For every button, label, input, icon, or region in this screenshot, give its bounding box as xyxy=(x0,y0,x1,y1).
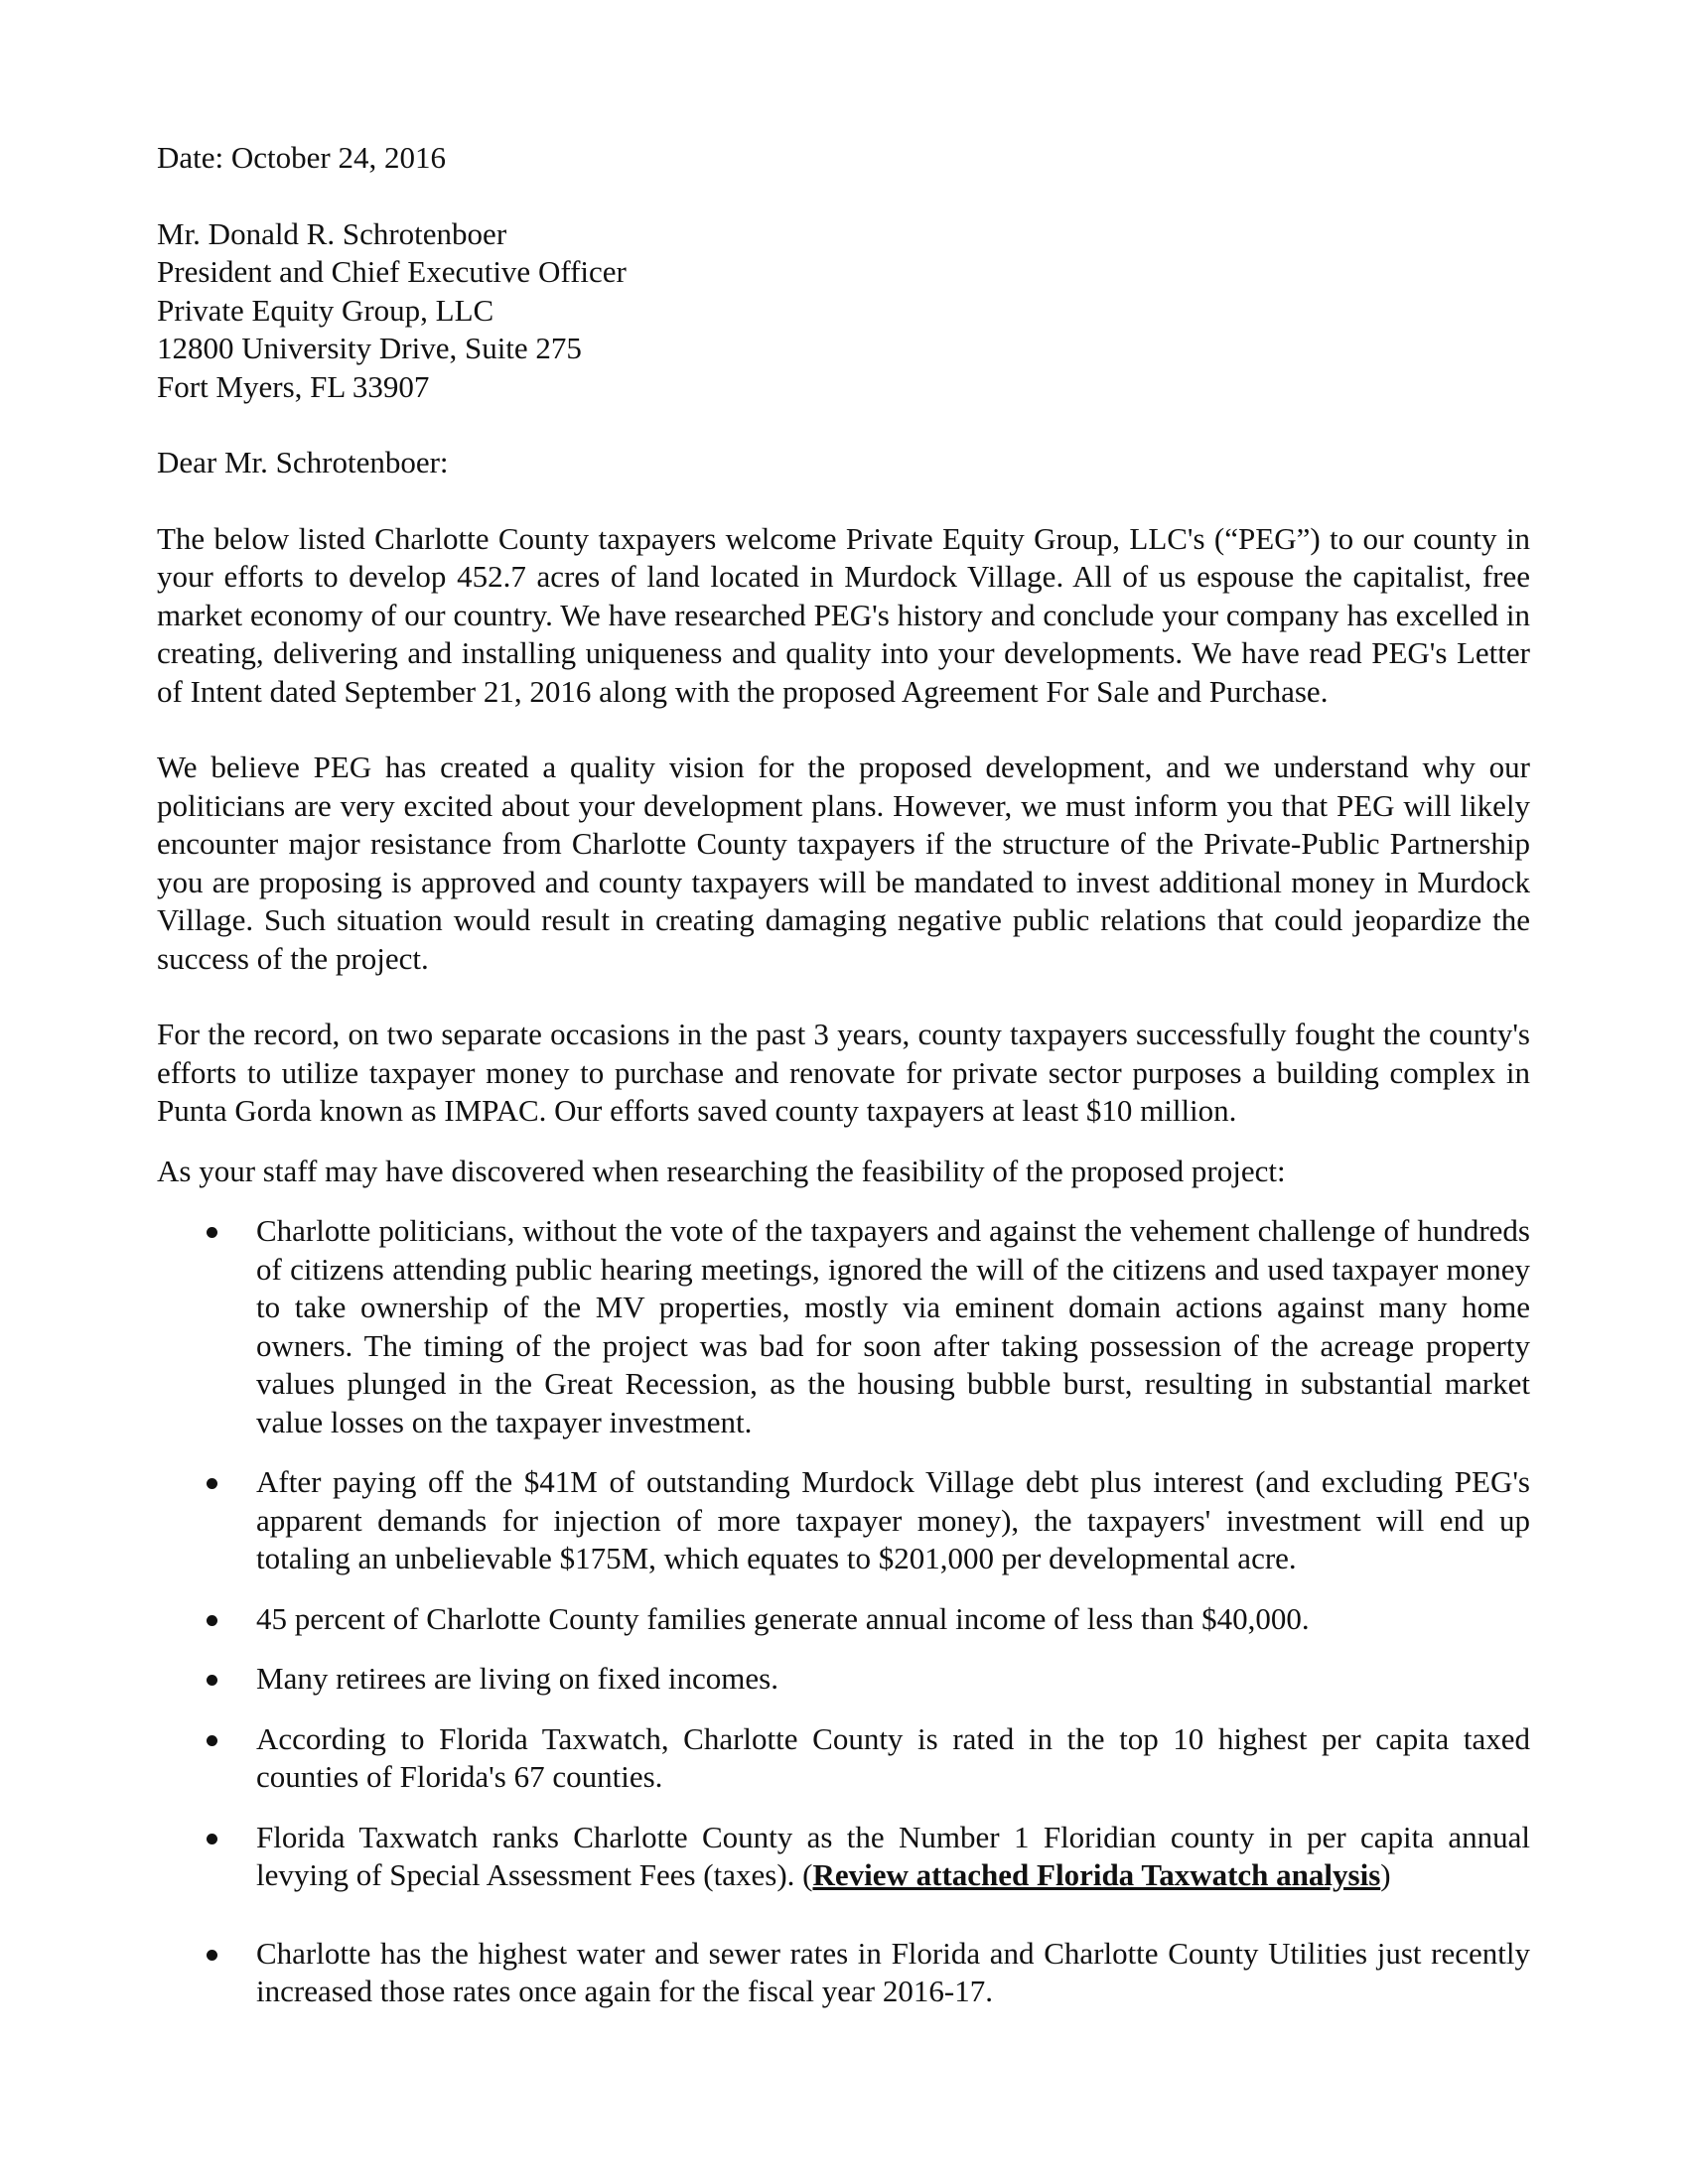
recipient-address-block xyxy=(157,215,1530,407)
list-item-text: Many retirees are living on fixed incomes. xyxy=(256,1661,778,1696)
list-item-text: 45 percent of Charlotte County families generate annual income of less than $40,000. xyxy=(256,1600,1310,1636)
list-item xyxy=(157,1212,1530,1441)
bullet-list xyxy=(157,1212,1530,2011)
recipient-street: 12800 University Drive, Suite 275 xyxy=(157,331,582,365)
paragraph-resistance: We believe PEG has created a quality vision for the proposed development, and we understand why our politicians are very excited about your development plans. However, we must inform you that PEG will likely encounter major resistance from Charlotte County taxpayers if the structure of the Private-Public Partnership you are proposing is approved and county taxpayers will be mandated to invest additional money in Murdock Village. Such situation would result in creating damaging negative public relations that could jeopardize the success of the project. xyxy=(157,750,1530,976)
list-item xyxy=(157,1660,1530,1699)
bullet-icon xyxy=(207,1227,217,1238)
list-item-taxwatch xyxy=(157,1819,1530,1895)
paragraph-impac-record: For the record, on two separate occasions in the past 3 years, county taxpayers successfully fought the county's efforts to utilize taxpayer money to purchase and renovate for private sector purposes a building complex in Punta Gorda known as IMPAC. Our efforts saved county taxpayers at least $10 million. xyxy=(157,1017,1530,1128)
list-item xyxy=(157,1600,1530,1639)
list-item xyxy=(157,1935,1530,2011)
bullet-icon xyxy=(207,1834,217,1844)
list-item-text: Charlotte politicians, without the vote of the taxpayers and against the vehement challenge of hundreds of citizens attending public hearing meetings, ignored the will of the citizens and used taxpayer money to take ownership of the MV properties, mostly via eminent domain actions against many home owners. The timing of the project was bad for soon after taking possession of the acreage property values plunged in the Great Recession, as the housing bubble burst, resulting in substantial market value losses on the taxpayer investment. xyxy=(256,1213,1530,1439)
bullet-icon xyxy=(207,1735,217,1746)
list-item xyxy=(157,1463,1530,1578)
recipient-city: Fort Myers, FL 33907 xyxy=(157,368,430,404)
list-item-text-close: ) xyxy=(1380,1857,1391,1892)
list-item-text: Charlotte has the highest water and sewer rates in Florida and Charlotte County Utilities just recently increased those rates once again for the fiscal year 2016-17. xyxy=(256,1935,1530,2008)
list-item-text: Florida Taxwatch ranks Charlotte County as the Number 1 Floridian county in per capita annual levying of Special Assessment Fees (taxes). ( xyxy=(256,1819,1530,1892)
list-item-text: After paying off the $41M of outstanding Murdock Village debt plus interest (and excluding PEG's apparent demands for injection of more taxpayer money), the taxpayers' investment will end up totaling an unbelievable $175M, which equates to $201,000 per developmental acre. xyxy=(256,1464,1530,1575)
letter-date: Date: October 24, 2016 xyxy=(157,140,446,175)
bullet-icon xyxy=(207,1478,217,1489)
salutation: Dear Mr. Schrotenboer: xyxy=(157,445,449,479)
recipient-company: Private Equity Group, LLC xyxy=(157,292,494,328)
recipient-name: Mr. Donald R. Schrotenboer xyxy=(157,215,507,251)
bullet-icon xyxy=(207,1675,217,1686)
letter-page xyxy=(157,139,1530,2033)
paragraph-welcome: The below listed Charlotte County taxpayers welcome Private Equity Group, LLC's (“PEG”) to our county in your efforts to develop 452.7 acres of land located in Murdock Village. All of us espouse the capitalist, free market economy of our country. We have researched PEG's history and conclude your company has excelled in creating, delivering and installing uniqueness and quality into your developments. We have read PEG's Letter of Intent dated September 21, 2016 along with the proposed Agreement For Sale and Purchase. xyxy=(157,520,1530,709)
taxwatch-analysis-link[interactable]: Review attached Florida Taxwatch analysis xyxy=(812,1857,1381,1892)
bullet-icon xyxy=(207,1615,217,1626)
recipient-title: President and Chief Executive Officer xyxy=(157,254,627,289)
list-item-text: According to Florida Taxwatch, Charlotte County is rated in the top 10 highest per capita taxed counties of Florida's 67 counties. xyxy=(256,1720,1530,1794)
list-intro: As your staff may have discovered when researching the feasibility of the proposed project: xyxy=(157,1153,1286,1188)
bullet-icon xyxy=(207,1950,217,1961)
list-item xyxy=(157,1720,1530,1797)
